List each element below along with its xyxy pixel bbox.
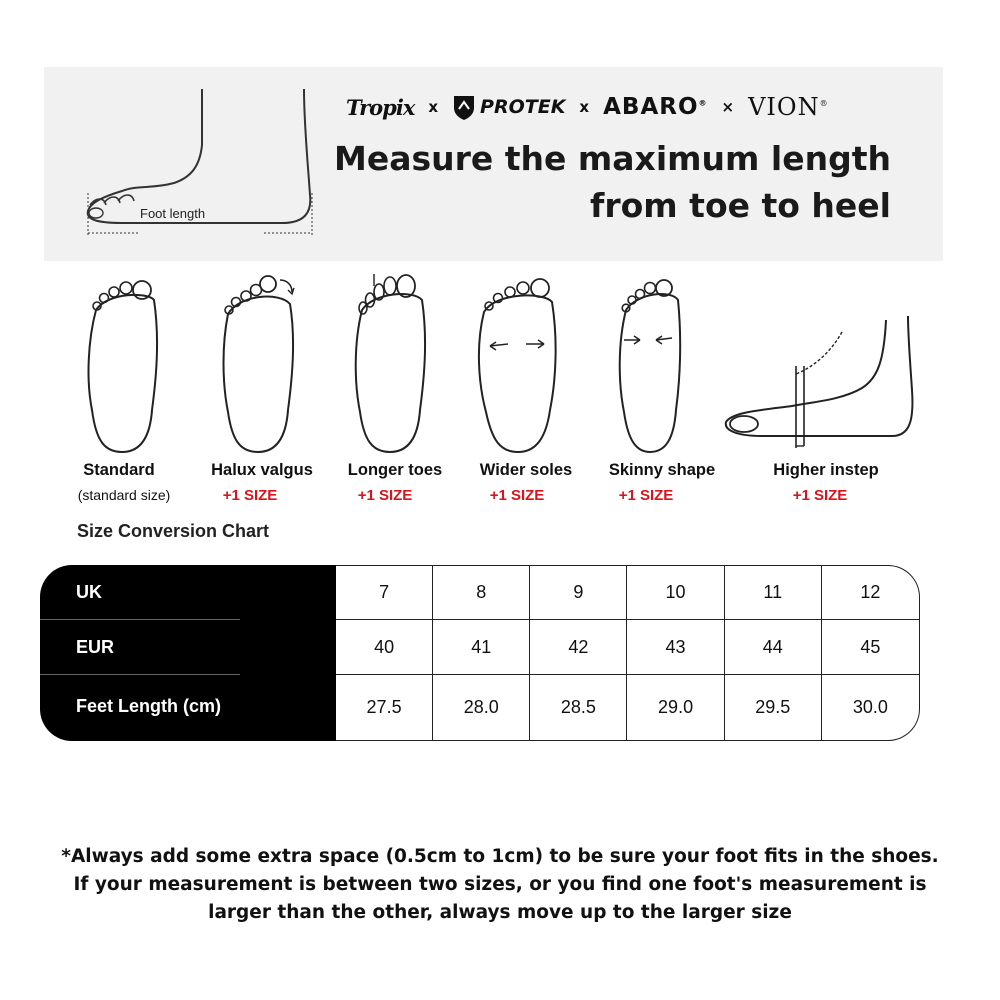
vion-label: VION <box>748 93 820 121</box>
row-header-column <box>40 565 336 741</box>
standard-foot-icon <box>78 270 164 456</box>
row-label-feet-length: Feet Length (cm) <box>76 696 222 716</box>
foot-type-name-halux-valgus: Halux valgus <box>211 461 313 479</box>
cell-uk: 8 <box>433 566 530 620</box>
foot-length-label: Foot length <box>140 206 206 221</box>
foot-type-name-longer-toes: Longer toes <box>347 461 443 479</box>
cell-feet-length: 27.5 <box>336 675 433 740</box>
brand-separator: x <box>428 98 439 116</box>
cell-feet-length: 29.5 <box>725 675 822 740</box>
foot-type-note-higher-instep: +1 SIZE <box>792 487 848 504</box>
wider-soles-foot-icon <box>474 270 560 456</box>
abaro-label: ABARO <box>603 94 699 120</box>
note-line-3: larger than the other, always move up to the larger size <box>208 902 792 923</box>
row-label-uk: UK <box>76 582 102 602</box>
shield-icon <box>452 93 476 121</box>
protek-label: PROTEK <box>480 96 566 118</box>
foot-side-illustration <box>82 85 332 245</box>
foot-type-name-skinny-shape: Skinny shape <box>608 461 716 479</box>
cell-uk: 9 <box>530 566 627 620</box>
note-line-2: If your measurement is between two sizes, or you find one foot's measurement is <box>73 874 927 895</box>
cell-eur: 45 <box>822 620 919 675</box>
size-values <box>336 565 920 741</box>
brand-separator: × <box>721 98 735 116</box>
cell-eur: 44 <box>725 620 822 675</box>
abaro-logo: ABARO® <box>603 94 708 120</box>
cell-eur: 40 <box>336 620 433 675</box>
foot-type-note-longer-toes: +1 SIZE <box>357 487 413 504</box>
foot-type-note-wider-soles: +1 SIZE <box>489 487 545 504</box>
row-divider <box>40 619 240 620</box>
foot-type-note-halux-valgus: +1 SIZE <box>222 487 278 504</box>
foot-type-note-skinny-shape: +1 SIZE <box>618 487 674 504</box>
brand-logos <box>346 89 906 125</box>
cell-eur: 43 <box>627 620 724 675</box>
headline-line-1: Measure the maximum length <box>334 139 891 178</box>
foot-type-name-standard: Standard <box>83 461 155 479</box>
size-chart-title: Size Conversion Chart <box>77 521 270 541</box>
tropix-logo: Tropix <box>346 94 415 120</box>
higher-instep-foot-icon <box>722 270 918 456</box>
protek-logo <box>452 93 565 121</box>
foot-type-note-standard: (standard size) <box>77 487 171 503</box>
skinny-shape-foot-icon <box>610 270 690 456</box>
cell-feet-length: 30.0 <box>852 697 888 717</box>
foot-type-name-wider-soles: Wider soles <box>479 461 573 479</box>
cell-feet-length: 28.5 <box>530 675 627 740</box>
row-label-eur: EUR <box>76 637 115 657</box>
cell-feet-length: 29.0 <box>627 675 724 740</box>
cell-uk: 12 <box>822 566 919 620</box>
headline <box>334 135 891 229</box>
cell-uk: 11 <box>725 566 822 620</box>
row-divider <box>40 674 240 675</box>
note-line-1: *Always add some extra space (0.5cm to 1cm) to be sure your foot fits in the shoes. <box>61 846 939 867</box>
cell-feet-length: 28.0 <box>433 675 530 740</box>
cell-eur: 41 <box>433 620 530 675</box>
fit-advice-note <box>0 843 1000 927</box>
cell-eur: 42 <box>530 620 627 675</box>
longer-toes-foot-icon <box>346 270 432 456</box>
foot-type-name-higher-instep: Higher instep <box>773 461 879 479</box>
brand-separator: x <box>579 98 590 116</box>
vion-logo: VION® <box>748 93 829 121</box>
size-conversion-table <box>40 565 920 741</box>
hallux-valgus-foot-icon <box>214 270 300 456</box>
cell-uk: 10 <box>627 566 724 620</box>
headline-line-2: from toe to heel <box>590 186 891 225</box>
measure-banner <box>44 67 943 261</box>
cell-uk: 7 <box>336 566 433 620</box>
